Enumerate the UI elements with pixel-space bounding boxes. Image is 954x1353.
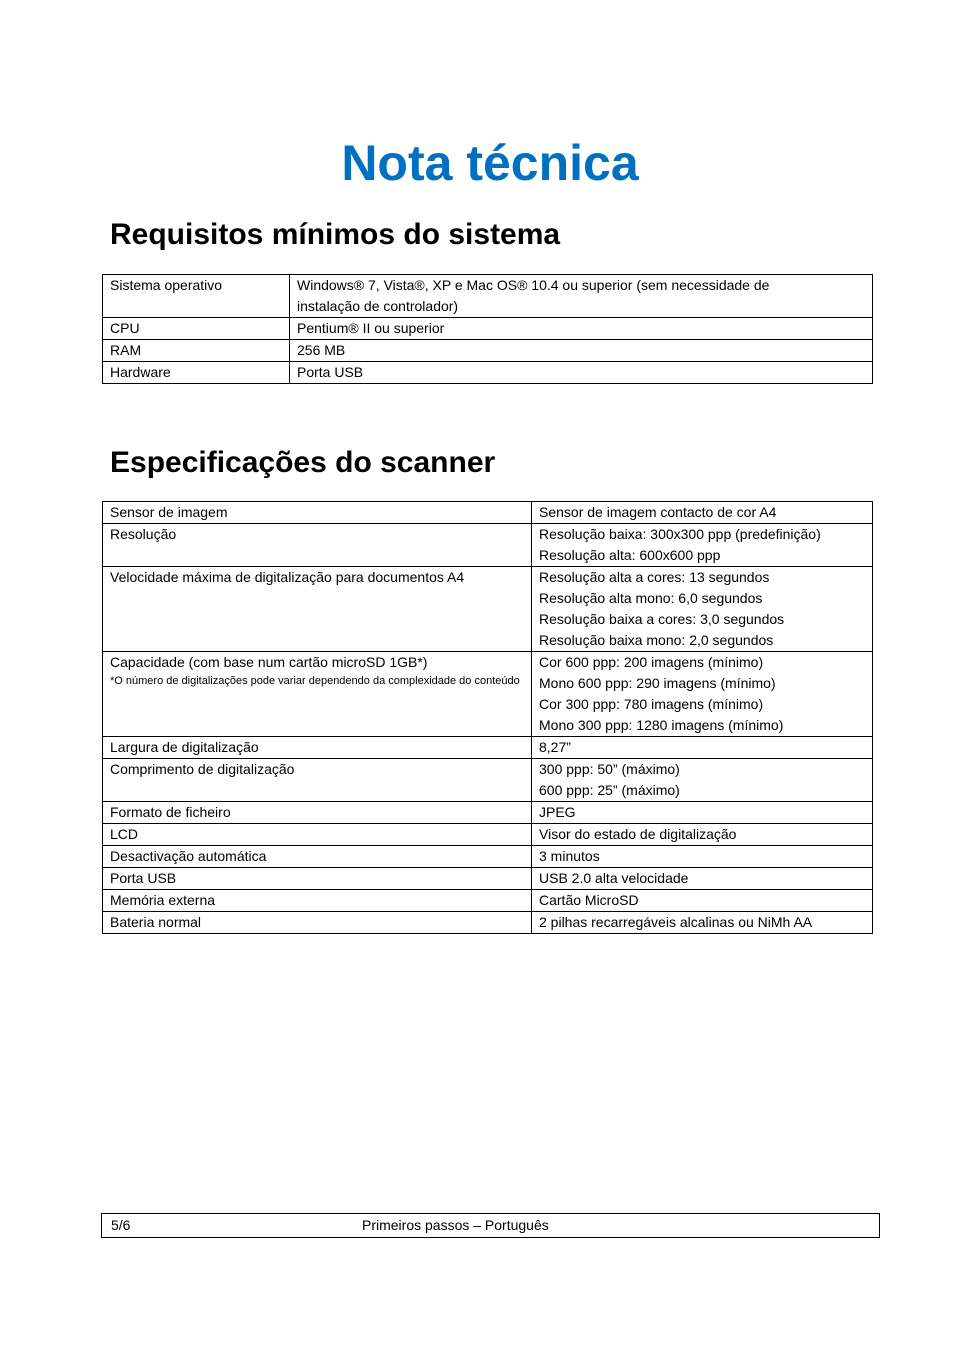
spec-value: Sensor de imagem contacto de cor A4 (539, 504, 777, 520)
spec-label: LCD (110, 826, 139, 842)
spec-label-cell (103, 802, 532, 824)
specifications-table (102, 501, 873, 934)
table-row (103, 275, 873, 318)
spec-value: Porta USB (297, 364, 364, 380)
page-title: Nota técnica (341, 135, 639, 191)
spec-value: instalação de controlador) (297, 298, 459, 314)
table-row (103, 340, 873, 362)
spec-value-cell (532, 846, 873, 868)
table-row (103, 318, 873, 340)
spec-value: 8,27” (539, 739, 571, 755)
spec-label: CPU (110, 320, 140, 336)
table-row (103, 890, 873, 912)
table-row (103, 802, 873, 824)
spec-label-cell (103, 362, 290, 384)
spec-label: Sensor de imagem (110, 504, 228, 520)
table-row (103, 524, 873, 567)
spec-value: Cor 600 ppp: 200 imagens (mínimo) (539, 654, 764, 670)
spec-label: Bateria normal (110, 914, 202, 930)
spec-value-cell (290, 275, 873, 318)
spec-label: Hardware (110, 364, 171, 380)
spec-label: Comprimento de digitalização (110, 761, 295, 777)
spec-label-cell (103, 340, 290, 362)
table-row (103, 567, 873, 652)
spec-label-cell (103, 890, 532, 912)
spec-label: Porta USB (110, 870, 177, 886)
spec-value: Resolução baixa: 300x300 ppp (predefinição) (539, 526, 821, 542)
spec-value-cell (532, 890, 873, 912)
table-row (103, 502, 873, 524)
table-row (103, 362, 873, 384)
spec-label-cell (103, 275, 290, 318)
spec-footnote: *O número de digitalizações pode variar dependendo da complexidade do conteúdo (110, 675, 520, 687)
spec-value: 600 ppp: 25” (máximo) (539, 782, 680, 798)
spec-label: Desactivação automática (110, 848, 267, 864)
spec-value: Resolução alta mono: 6,0 segundos (539, 590, 763, 606)
table-row (103, 868, 873, 890)
table-row (103, 737, 873, 759)
spec-label: Capacidade (com base num cartão microSD 1GB*) (110, 654, 428, 670)
spec-value: Resolução alta: 600x600 ppp (539, 547, 721, 563)
spec-label: Largura de digitalização (110, 739, 259, 755)
spec-label: Memória externa (110, 892, 216, 908)
spec-label-cell (103, 759, 532, 802)
spec-value-cell (532, 868, 873, 890)
spec-value-cell (290, 340, 873, 362)
spec-value: Resolução baixa a cores: 3,0 segundos (539, 611, 785, 627)
spec-label-cell (103, 846, 532, 868)
spec-value: Cor 300 ppp: 780 imagens (mínimo) (539, 696, 764, 712)
spec-label-cell (103, 912, 532, 934)
spec-label: Resolução (110, 526, 177, 542)
spec-label-cell (103, 318, 290, 340)
spec-value: JPEG (539, 804, 576, 820)
spec-value: 256 MB (297, 342, 346, 358)
spec-label-cell (103, 868, 532, 890)
spec-value-cell (532, 824, 873, 846)
table-row (103, 652, 873, 737)
page-number: 5/6 (111, 1217, 131, 1233)
spec-value-cell (532, 524, 873, 567)
spec-value: Mono 600 ppp: 290 imagens (mínimo) (539, 675, 776, 691)
spec-label-cell (103, 524, 532, 567)
table-row (103, 759, 873, 802)
spec-label: Velocidade máxima de digitalização para documentos A4 (110, 569, 465, 585)
spec-value-cell (290, 362, 873, 384)
spec-value-cell (290, 318, 873, 340)
spec-value: Visor do estado de digitalização (539, 826, 737, 842)
spec-value: Mono 300 ppp: 1280 imagens (mínimo) (539, 717, 784, 733)
spec-value-cell (532, 759, 873, 802)
spec-value: USB 2.0 alta velocidade (539, 870, 689, 886)
table-row (103, 912, 873, 934)
specifications-heading: Especificações do scanner (110, 446, 496, 479)
spec-label-cell (103, 652, 532, 737)
spec-label-cell (103, 737, 532, 759)
spec-label: Formato de ficheiro (110, 804, 231, 820)
spec-label-cell (103, 567, 532, 652)
spec-value-cell (532, 802, 873, 824)
requirements-table (102, 274, 873, 384)
spec-value: Pentium® II ou superior (297, 320, 445, 336)
spec-value: 3 minutos (539, 848, 600, 864)
spec-value: Cartão MicroSD (539, 892, 639, 908)
table-row (103, 824, 873, 846)
spec-label: Sistema operativo (110, 277, 223, 293)
spec-value-cell (532, 652, 873, 737)
spec-value-cell (532, 737, 873, 759)
spec-label-cell (103, 502, 532, 524)
spec-label: RAM (110, 342, 142, 358)
spec-value: Resolução baixa mono: 2,0 segundos (539, 632, 774, 648)
table-row (103, 846, 873, 868)
page-footer (101, 1213, 880, 1238)
spec-label-cell (103, 824, 532, 846)
spec-value: Resolução alta a cores: 13 segundos (539, 569, 770, 585)
footer-text: Primeiros passos – Português (362, 1217, 549, 1233)
spec-value: 300 ppp: 50” (máximo) (539, 761, 680, 777)
spec-value: Windows® 7, Vista®, XP e Mac OS® 10.4 ou superior (sem necessidade de (297, 277, 770, 293)
spec-value-cell (532, 912, 873, 934)
spec-value-cell (532, 502, 873, 524)
spec-value: 2 pilhas recarregáveis alcalinas ou NiMh AA (539, 914, 813, 930)
requirements-heading: Requisitos mínimos do sistema (110, 218, 561, 251)
spec-value-cell (532, 567, 873, 652)
